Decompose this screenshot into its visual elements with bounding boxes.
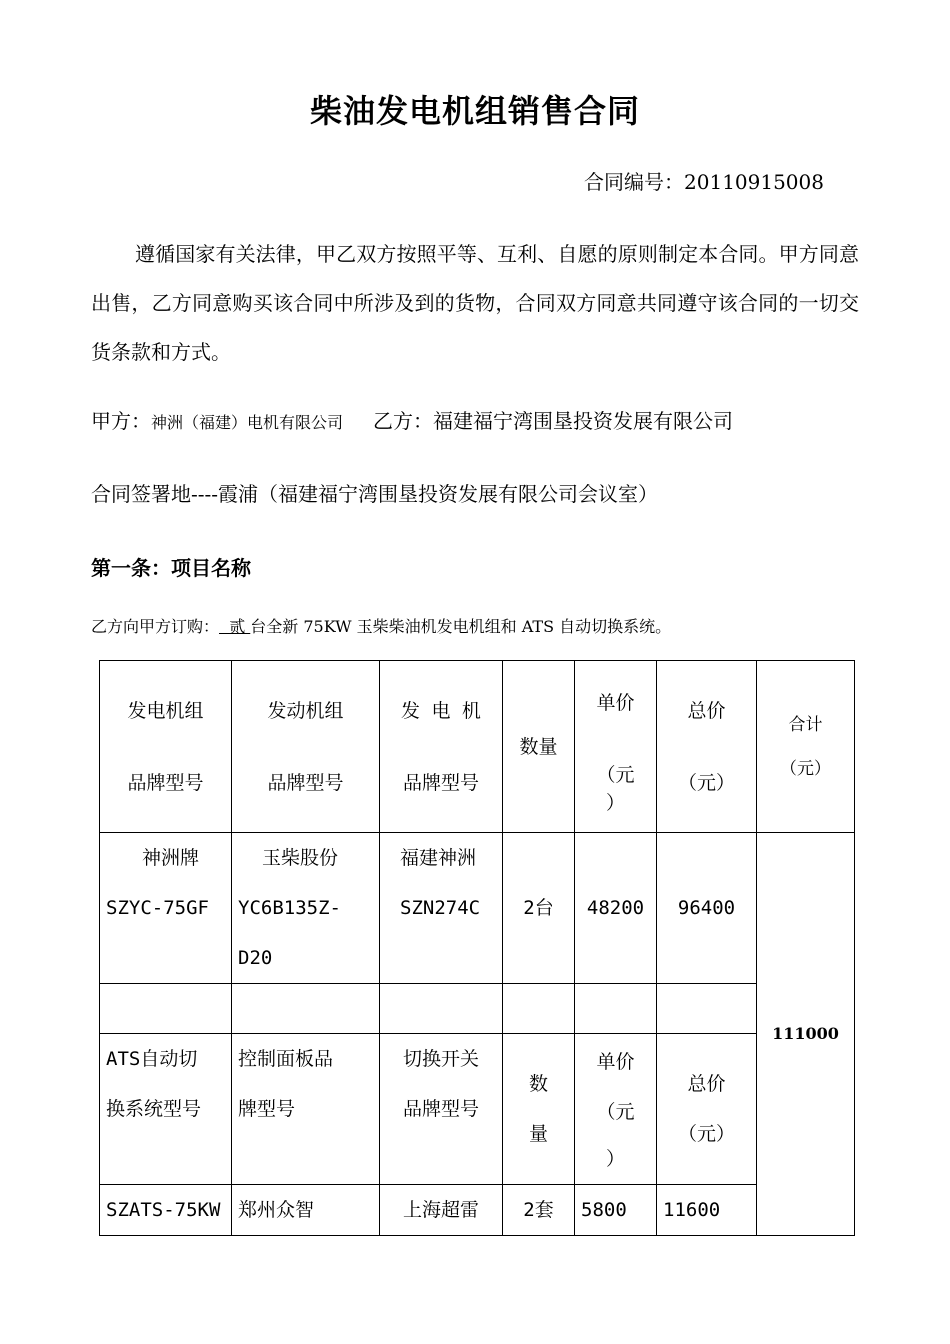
header-engine-model: 发动机组 品牌型号 xyxy=(232,661,380,833)
ats-header-row xyxy=(100,1034,855,1185)
ats-total-price-cell: 11600 xyxy=(657,1185,757,1236)
quantity-cell: 2台 xyxy=(503,833,575,984)
party-a-label: 甲方： xyxy=(91,409,151,433)
ats-unit-price-cell: 5800 xyxy=(575,1185,657,1236)
control-panel-cell: 郑州众智 xyxy=(232,1185,380,1236)
total-price-cell: 96400 xyxy=(657,833,757,984)
order-suffix: 台全新 75KW 玉柴柴油机发电机组和 ATS 自动切换系统。 xyxy=(250,617,672,636)
control-panel-header: 控制面板品 牌型号 xyxy=(232,1034,380,1185)
ats-model-cell: SZATS-75KW xyxy=(100,1185,232,1236)
ats-unit-price-header: 单价 （元 ） xyxy=(575,1034,657,1185)
order-line xyxy=(91,614,671,637)
unit-price-cell: 48200 xyxy=(575,833,657,984)
page-title: 柴油发电机组销售合同 xyxy=(309,92,640,130)
header-alternator-model: 发 电 机 品牌型号 xyxy=(380,661,503,833)
product-table xyxy=(99,660,855,1236)
ats-quantity-cell: 2套 xyxy=(503,1185,575,1236)
genset-model-cell: 神洲牌 SZYC-75GF xyxy=(100,833,232,984)
alternator-model-cell: 福建神洲 SZN274C xyxy=(380,833,503,984)
table-row-empty xyxy=(100,984,855,1034)
signing-place: 合同签署地----霞浦（福建福宁湾围垦投资发展有限公司会议室） xyxy=(91,482,659,506)
switch-brand-header: 切换开关 品牌型号 xyxy=(380,1034,503,1185)
ats-quantity-header: 数 量 xyxy=(503,1034,575,1185)
header-unit-price: 单价 （元 ） xyxy=(575,661,657,833)
ats-model-header: ATS自动切 换系统型号 xyxy=(100,1034,232,1185)
ats-total-price-header: 总价 （元） xyxy=(657,1034,757,1185)
party-b-label: 乙方： xyxy=(373,409,434,433)
party-b-name: 福建福宁湾围垦投资发展有限公司 xyxy=(433,409,734,433)
grand-total-cell: 111000 xyxy=(757,833,855,1236)
parties-line xyxy=(91,405,733,434)
header-total-price: 总价 （元） xyxy=(657,661,757,833)
party-a-name: 神洲（福建）电机有限公司 xyxy=(151,413,344,432)
order-quantity: 贰 xyxy=(219,617,251,636)
table-header-row xyxy=(100,661,855,833)
header-genset-model: 发电机组 品牌型号 xyxy=(100,661,232,833)
article-heading: 第一条：项目名称 xyxy=(91,556,251,580)
table-row xyxy=(100,833,855,984)
contract-number: 合同编号：20110915008 xyxy=(584,170,824,194)
order-prefix: 乙方向甲方订购： xyxy=(91,617,220,636)
switch-brand-cell: 上海超雷 xyxy=(380,1185,503,1236)
intro-paragraph: 遵循国家有关法律，甲乙双方按照平等、互利、自愿的原则制定本合同。甲方同意出售，乙方同意购买该合同中所涉及到的货物，合同双方同意共同遵守该合同的一切交货条款和方式。 xyxy=(91,242,859,364)
header-quantity: 数量 xyxy=(503,661,575,833)
engine-model-cell: 玉柴股份 YC6B135Z- D20 xyxy=(232,833,380,984)
table-row xyxy=(100,1185,855,1236)
header-sum: 合计 （元） xyxy=(757,661,855,833)
